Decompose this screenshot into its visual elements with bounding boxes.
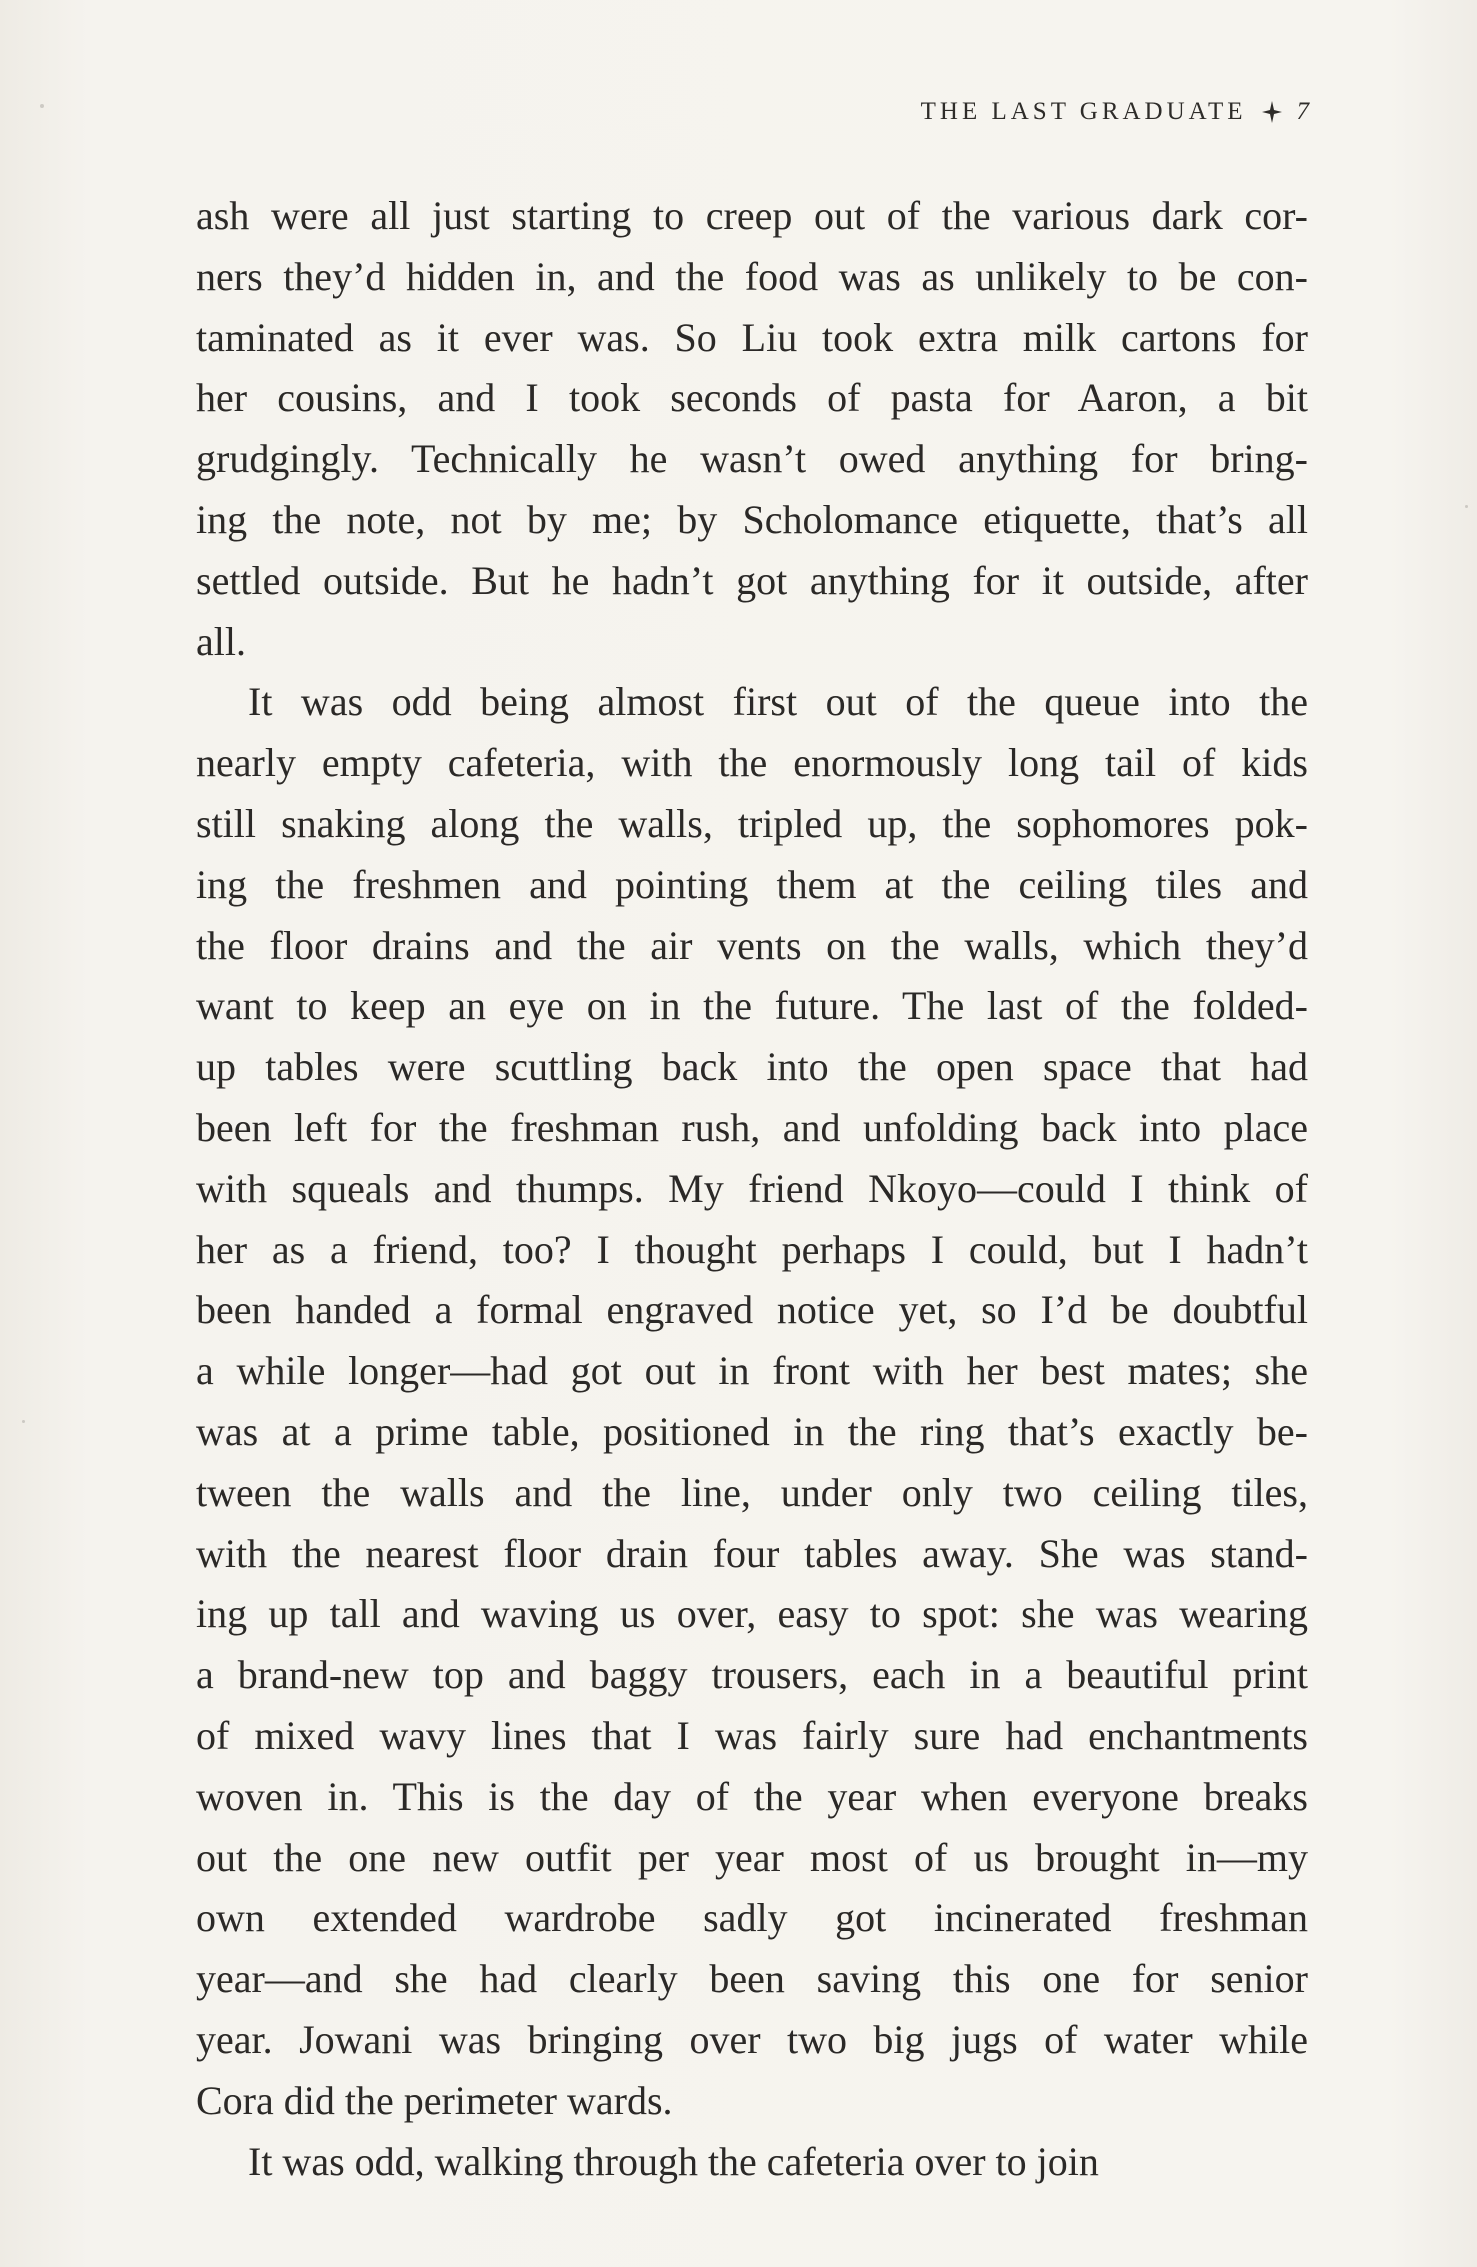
body-text <box>196 186 1308 2192</box>
text-line: still snaking along the walls, tripled up, the sophomores pok- <box>196 800 1308 846</box>
text-line: with squeals and thumps. My friend Nkoyo—could I think of <box>196 1165 1308 1211</box>
text-line: It was odd, walking through the cafeteria over to join <box>248 2138 1099 2184</box>
text-line: year—and she had clearly been saving this one for senior <box>196 1956 1308 2002</box>
book-title-header: THE LAST GRADUATE <box>920 98 1247 125</box>
text-line: her cousins, and I took seconds of pasta for Aaron, a bit <box>196 375 1308 421</box>
text-line: of mixed wavy lines that I was fairly sure had enchantments <box>196 1712 1308 1758</box>
paragraph <box>196 672 1308 2131</box>
text-line: want to keep an eye on in the future. The last of the folded- <box>196 983 1308 1029</box>
scan-speck <box>1465 505 1468 508</box>
text-line: It was odd being almost first out of the queue into the <box>248 679 1308 725</box>
text-line: settled outside. But he hadn’t got anything for it outside, after <box>196 557 1308 603</box>
text-line: out the one new outfit per year most of us brought in—my <box>196 1834 1308 1880</box>
text-line: woven in. This is the day of the year when everyone breaks <box>196 1773 1308 1819</box>
text-line: a brand-new top and baggy trousers, each in a beautiful print <box>196 1652 1308 1698</box>
text-line: up tables were scuttling back into the open space that had <box>196 1044 1308 1090</box>
text-line: the floor drains and the air vents on the walls, which they’d <box>196 922 1308 968</box>
text-line: tween the walls and the line, under only two ceiling tiles, <box>196 1469 1308 1515</box>
star-ornament-icon <box>1261 100 1283 124</box>
text-line: Cora did the perimeter wards. <box>196 2077 673 2123</box>
text-line: was at a prime table, positioned in the ring that’s exactly be- <box>196 1408 1308 1454</box>
text-line: been handed a formal engraved notice yet, so I’d be doubtful <box>196 1287 1308 1333</box>
text-line: grudgingly. Technically he wasn’t owed anything for bring- <box>196 436 1308 482</box>
text-line: own extended wardrobe sadly got incinerated freshman <box>196 1895 1308 1941</box>
text-line: year. Jowani was bringing over two big jugs of water while <box>196 2016 1308 2062</box>
scan-speck <box>40 104 44 108</box>
text-line: nearly empty cafeteria, with the enormously long tail of kids <box>196 740 1308 786</box>
paragraph <box>196 2132 1308 2193</box>
text-line: a while longer—had got out in front with her best mates; she <box>196 1348 1308 1394</box>
text-line: been left for the freshman rush, and unfolding back into place <box>196 1104 1308 1150</box>
text-line: taminated as it ever was. So Liu took extra milk cartons for <box>196 314 1308 360</box>
text-line: with the nearest floor drain four tables away. She was stand- <box>196 1530 1308 1576</box>
text-line: ing the freshmen and pointing them at the ceiling tiles and <box>196 861 1308 907</box>
text-line: ners they’d hidden in, and the food was as unlikely to be con- <box>196 253 1308 299</box>
paragraph <box>196 186 1308 672</box>
text-line: her as a friend, too? I thought perhaps I could, but I hadn’t <box>196 1226 1308 1272</box>
scan-speck <box>22 1420 25 1423</box>
text-line: all. <box>196 618 246 664</box>
page-number: 7 <box>1296 98 1309 125</box>
text-line: ing the note, not by me; by Scholomance etiquette, that’s all <box>196 496 1308 542</box>
running-head <box>921 98 1309 126</box>
text-line: ing up tall and waving us over, easy to spot: she was wearing <box>196 1591 1308 1637</box>
text-line: ash were all just starting to creep out of the various dark cor- <box>196 193 1308 238</box>
